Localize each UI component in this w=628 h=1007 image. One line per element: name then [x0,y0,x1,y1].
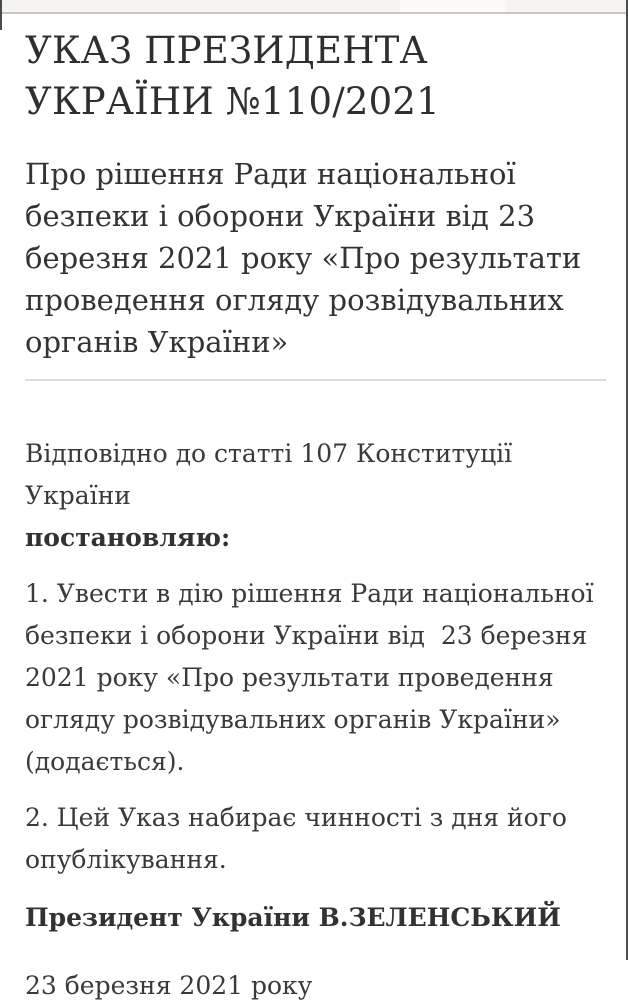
paragraph-2-line: опублікування. [25,845,227,874]
top-strip-highlight-segment [400,0,506,12]
decree-subtitle-line: проведення огляду розвідувальних [25,283,564,317]
decree-title-line: УКРАЇНИ №110/2021 [25,80,440,123]
signature-line [25,897,606,939]
document-body [0,25,628,1007]
decree-subtitle [25,153,606,363]
decree-subtitle-line: безпеки і оборони України від 23 [25,199,536,233]
decree-subtitle-line: березня 2021 року «Про результати [25,241,582,275]
paragraph-1-line: (додається). [25,747,185,776]
paragraph-1-line: 1. Увести в дію рішення Ради національної [25,579,594,608]
paragraph-2 [25,797,606,881]
left-edge-tick [0,0,2,30]
paragraph-1-line: 2021 року «Про результати проведення [25,663,554,692]
decree-subtitle-line: Про рішення Ради національної [25,157,516,191]
decree-subtitle-line: органів України» [25,325,289,359]
decree-word: постановляю: [25,523,231,552]
section-divider [25,379,606,381]
decree-title [25,25,606,127]
preamble-text: Відповідно до статті 107 Конституції України [25,439,521,510]
decree-date [25,965,606,1007]
signature-text: Президент України В.ЗЕЛЕНСЬКИЙ [25,903,561,932]
decree-date-text: 23 березня 2021 року [25,971,313,1000]
paragraph-1-line: огляду розвідувальних органів України» [25,705,561,734]
paragraph-1-line: безпеки і оборони України від 23 березня [25,621,588,650]
paragraph-1 [25,573,606,783]
top-strip [0,0,628,14]
paragraph-2-line: 2. Цей Указ набирає чинності з дня його [25,803,567,832]
decree-title-line: УКАЗ ПРЕЗИДЕНТА [25,29,428,72]
preamble [25,433,606,559]
